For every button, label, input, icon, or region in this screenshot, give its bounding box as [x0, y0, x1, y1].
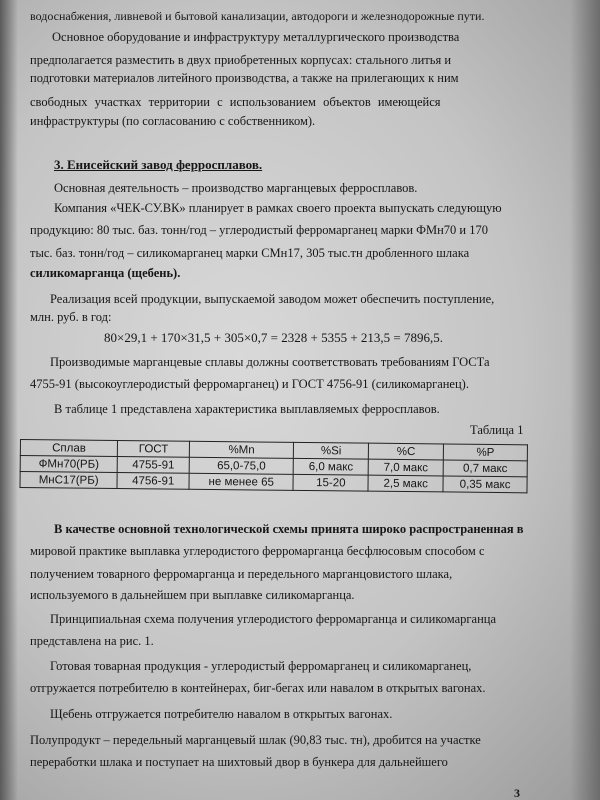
header-cell: %Mn	[189, 441, 293, 458]
table-cell: 6,0 макс	[293, 458, 368, 475]
text-line: отгружается потребителю в контейнерах, биг-бегах или навалом в открытых вагонах.	[30, 681, 486, 695]
text-line: получением товарного ферромарганца и передельного марганцовистого шлака,	[30, 567, 453, 581]
text-line: тыс. баз. тонн/год – силикомарганец марки СМн17, 305 тыс.тн дробленного шлака	[30, 246, 470, 260]
table-cell: 4756-91	[117, 473, 189, 490]
table-cell: 15-20	[293, 474, 368, 491]
text-line: используемого в дальнейшем при выплавке силикомарганца.	[30, 588, 355, 602]
table-cell: МнС17(РБ)	[20, 472, 117, 489]
text-line: Реализация всей продукции, выпускаемой заводом может обеспечить поступление,	[50, 292, 495, 306]
alloy-spec-table	[19, 439, 527, 493]
header-cell: %Si	[294, 442, 369, 459]
page-edge-shadow-right	[570, 0, 600, 800]
text-line: инфраструктуры (по согласованию с собственником).	[30, 114, 316, 128]
table-cell: ФМн70(РБ)	[20, 456, 117, 473]
text-line: млн. руб. в год:	[30, 310, 112, 324]
text-line: Полупродукт – передельный марганцевый шлак (90,83 тыс. тн), дробится на участке	[30, 733, 481, 747]
table-cell: 4755-91	[117, 457, 189, 474]
table-cell: не менее 65	[189, 473, 293, 490]
table-cell: 2,5 макс	[368, 475, 443, 492]
table-cell: 0,35 макс	[443, 476, 527, 493]
text-line: переработки шлака и поступает на шихтовый двор в бункера для дальнейшего	[30, 755, 448, 769]
text-line: представлена на рис. 1.	[30, 634, 154, 648]
text-line: мировой практике выплавка углеродистого ферромарганца бесфлюсовым способом с	[30, 544, 485, 558]
text-line: Компания «ЧЕК-СУ.ВК» планирует в рамках своего проекта выпускать следующую	[54, 201, 502, 215]
section-heading: 3. Енисейский завод ферросплавов.	[54, 157, 263, 172]
text-line: Основное оборудование и инфраструктуру металлургического производства	[52, 30, 460, 44]
table-cell: 65,0-75,0	[189, 457, 293, 474]
text-line: Основная деятельность – производство марганцевых ферросплавов.	[54, 181, 418, 195]
text-line: Щебень отгружается потребителю навалом в открытых вагонах.	[50, 707, 393, 721]
header-cell: %C	[369, 443, 444, 460]
text-line: водоснабжения, ливневой и бытовой канализации, автодороги и железнодорожные пути.	[30, 9, 485, 23]
text-line: 4755-91 (высокоуглеродистый ферромарганец) и ГОСТ 4756-91 (силикомарганец).	[30, 377, 469, 391]
page-edge-shadow-left	[0, 0, 18, 800]
text-line: подготовки материалов литейного производства, а также на прилегающих к ним	[30, 71, 459, 85]
text-line: Готовая товарная продукция - углеродистый ферромарганец и силикомарганец,	[50, 659, 472, 673]
revenue-formula: 80×29,1 + 170×31,5 + 305×0,7 = 2328 + 5355 + 213,5 = 7896,5.	[104, 330, 443, 345]
table-caption: Таблица 1	[470, 423, 524, 437]
text-line: В качестве основной технологической схемы принята широко распространенная в	[54, 522, 524, 536]
text-line: В таблице 1 представлена характеристика выплавляемых ферросплавов.	[54, 402, 440, 416]
header-cell: Сплав	[20, 440, 117, 457]
text-line: предполагается разместить в двух приобретенных корпусах: стального литья и	[30, 53, 452, 67]
text-line: продукцию: 80 тыс. баз. тонн/год – углеродистый ферромарганец марки ФМн70 и 170	[30, 223, 489, 237]
header-cell: ГОСТ	[118, 441, 190, 458]
text-line: силикомарганца (щебень).	[30, 266, 181, 280]
table-cell: 0,7 макс	[443, 460, 527, 477]
text-line: свободных участках территории с использованием объектов имеющейся	[30, 95, 441, 109]
table-cell: 7,0 макс	[368, 459, 443, 476]
page-number: 3	[514, 786, 520, 800]
header-cell: %P	[443, 444, 527, 461]
text-line: Принципиальная схема получения углеродистого ферромарганца и силикомарганца	[50, 612, 497, 626]
text-line: Производимые марганцевые сплавы должны соответствовать требованиям ГОСТа	[50, 355, 490, 369]
